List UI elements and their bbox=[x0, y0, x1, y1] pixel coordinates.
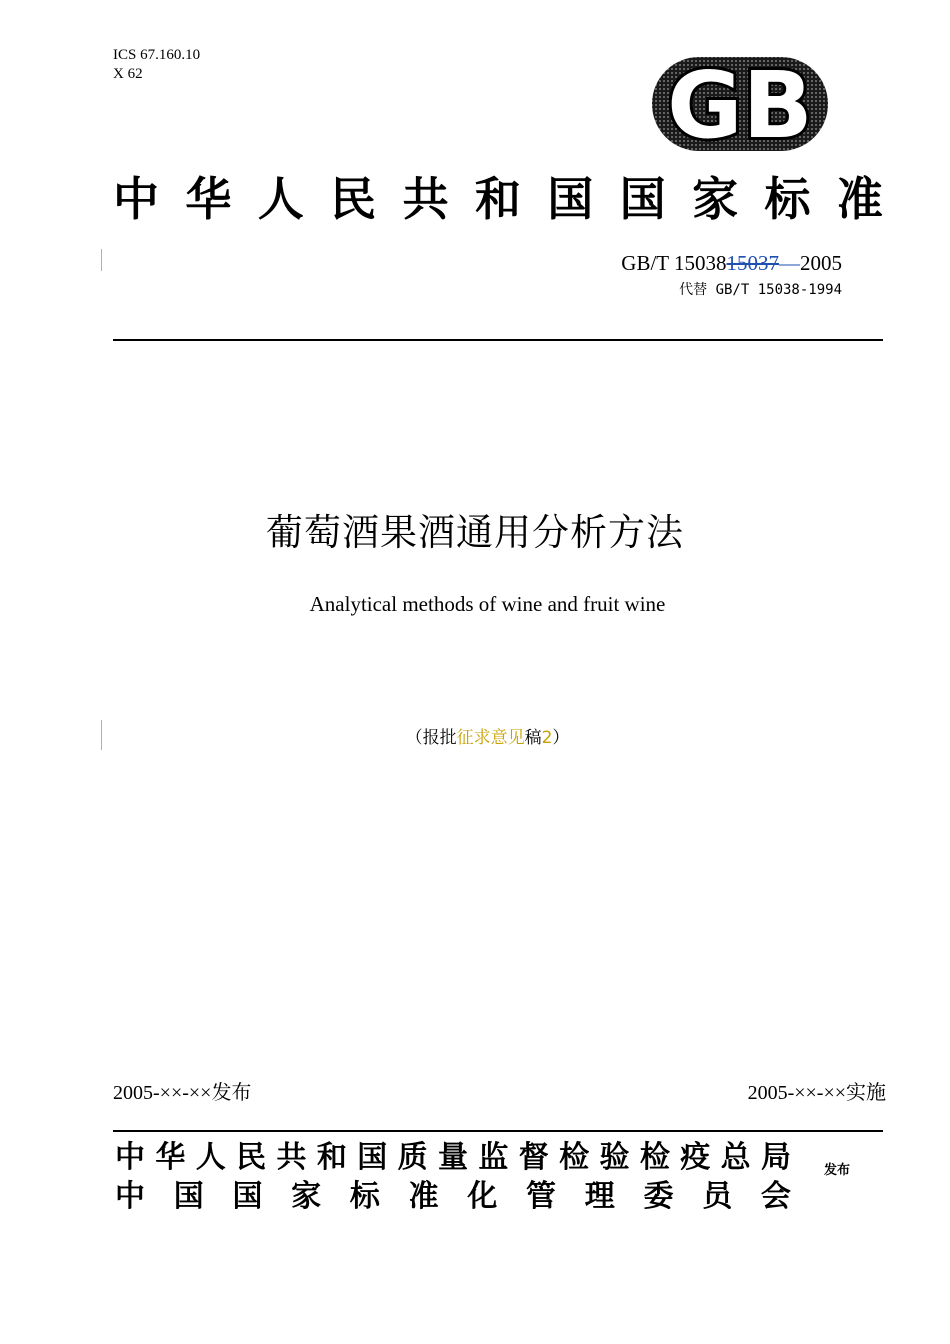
top-divider bbox=[113, 339, 883, 341]
bottom-divider bbox=[113, 1130, 883, 1132]
gb-logo-text: GB bbox=[667, 55, 813, 153]
ics-code: ICS 67.160.10 bbox=[113, 47, 201, 63]
draft-middle: 稿 bbox=[524, 728, 542, 748]
issuer-char: 民 bbox=[236, 1140, 267, 1175]
category-code: X 62 bbox=[113, 66, 143, 82]
title-char: 人 bbox=[257, 172, 304, 226]
issuer-char: 国 bbox=[357, 1140, 388, 1175]
national-standard-title bbox=[113, 168, 883, 230]
issuer-line-1 bbox=[115, 1138, 791, 1178]
margin-mark bbox=[101, 249, 102, 271]
title-char: 家 bbox=[692, 172, 739, 226]
issuer-char: 监 bbox=[478, 1140, 509, 1175]
implement-date: 2005-××-××实施 bbox=[747, 1082, 886, 1104]
standard-year: 2005 bbox=[800, 251, 842, 275]
number-separator: — bbox=[779, 251, 800, 275]
title-char: 国 bbox=[547, 172, 594, 226]
issuer-char: 准 bbox=[408, 1179, 439, 1214]
draft-close: ） bbox=[552, 728, 570, 748]
issuer-char: 质 bbox=[397, 1140, 428, 1175]
issuer-char: 员 bbox=[702, 1179, 733, 1214]
issuer-char: 局 bbox=[761, 1140, 791, 1175]
issuer-char: 委 bbox=[643, 1179, 674, 1214]
issuer-char: 会 bbox=[760, 1179, 791, 1214]
issuer-char: 验 bbox=[599, 1140, 630, 1175]
english-title: Analytical methods of wine and fruit wine bbox=[309, 592, 666, 616]
title-char: 准 bbox=[836, 172, 883, 226]
title-char: 民 bbox=[330, 172, 377, 226]
issuer-char: 管 bbox=[526, 1179, 557, 1214]
deleted-number: 15037 bbox=[726, 251, 779, 275]
issuer-char: 标 bbox=[349, 1179, 380, 1214]
issuer-char: 和 bbox=[316, 1140, 347, 1175]
issuer-char: 国 bbox=[173, 1179, 204, 1214]
draft-open: （报批 bbox=[405, 728, 457, 748]
issuer-char: 督 bbox=[518, 1140, 549, 1175]
title-char: 华 bbox=[185, 172, 232, 226]
title-char: 国 bbox=[619, 172, 666, 226]
title-char: 和 bbox=[474, 172, 521, 226]
issuer-char: 化 bbox=[467, 1179, 498, 1214]
standard-number bbox=[621, 250, 842, 276]
title-char: 共 bbox=[402, 172, 449, 226]
issuer-char: 总 bbox=[720, 1140, 751, 1175]
issuer-line-2 bbox=[115, 1177, 791, 1217]
draft-status bbox=[0, 726, 950, 750]
ics-block bbox=[113, 46, 200, 84]
issuer-char: 家 bbox=[291, 1179, 322, 1214]
title-char: 标 bbox=[764, 172, 811, 226]
issuer-char: 人 bbox=[195, 1140, 226, 1175]
issuer-char: 共 bbox=[276, 1140, 307, 1175]
issuer-char: 国 bbox=[232, 1179, 263, 1214]
title-char: 中 bbox=[113, 172, 159, 226]
standard-prefix: GB/T 15038 bbox=[621, 251, 727, 275]
draft-inserted-number: 2 bbox=[541, 728, 553, 748]
replaces-standard: 代替 GB/T 15038-1994 bbox=[679, 282, 842, 298]
issue-label: 发布 bbox=[824, 1163, 851, 1178]
issuer-char: 华 bbox=[155, 1140, 186, 1175]
issuer-char: 疫 bbox=[680, 1140, 711, 1175]
issuer-char: 检 bbox=[559, 1140, 590, 1175]
issuer-char: 检 bbox=[639, 1140, 670, 1175]
publish-date: 2005-××-××发布 bbox=[113, 1082, 252, 1104]
chinese-title: 葡萄酒果酒通用分析方法 bbox=[266, 511, 684, 554]
gb-logo-icon bbox=[650, 55, 830, 153]
issuer-char: 量 bbox=[438, 1140, 468, 1175]
issuer-char: 中 bbox=[115, 1140, 145, 1175]
issuer-char: 理 bbox=[584, 1179, 615, 1214]
draft-inserted: 征求意见 bbox=[456, 728, 525, 748]
issuer-char: 中 bbox=[115, 1179, 145, 1214]
